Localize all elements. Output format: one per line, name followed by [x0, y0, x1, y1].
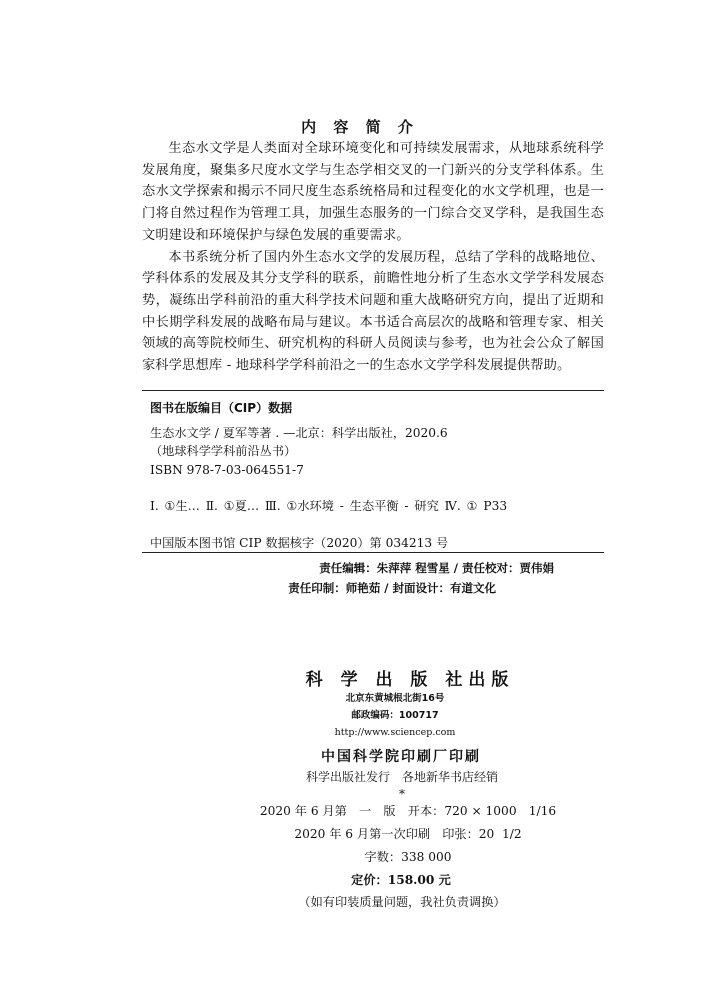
printing-line: 2020 年 6 月第一次印刷 印张：20 1/2: [294, 827, 522, 841]
price: 定价：158.00 元: [351, 873, 451, 887]
separator-star: *: [399, 787, 405, 801]
imprint-block: [0, 665, 720, 913]
credits-editors: 责任编辑：朱萍萍 程雪星 / 责任校对：贾伟娟: [319, 561, 554, 575]
publisher-name: 科 学 出 版 社出版: [305, 670, 515, 690]
word-count: 字数：338 000: [364, 850, 452, 864]
credits-block: [142, 558, 604, 598]
cip-block: [150, 399, 600, 552]
summary-text: [142, 138, 604, 377]
summary-paragraph-2: 本书系统分析了国内外生态水文学的发展历程，总结了学科的战略地位、学科体系的发展及其分支学科的联系，前瞻性地分析了生态水文学学科发展态势，凝练出学科前沿的重大科学技术问题和重大战略研究方向，提出了近期和中长期学科发展的战略布局与建议。本书适合高层次的战略和管理专家、相关领域的高等院校师生、研究机构的科研人员阅读与参考，也为社会公众了解国家科学思想库 - 地球科学学科前沿之一的生态水文学学科发展提供帮助。: [142, 249, 604, 374]
printer-name: 中国科学院印刷厂印刷: [321, 749, 481, 765]
edition-line: 2020 年 6 月第 一 版 开本：720 × 1000 1/16: [259, 804, 557, 818]
summary-paragraph-1: 生态水文学是人类面对全球环境变化和可持续发展需求，从地球系统科学发展角度，聚集多尺度水文学与生态学相交叉的一门新兴的分支学科体系。生态水文学探索和揭示不同尺度生态系统格局和过程变化的水文学机理，也是一门将自然过程作为管理工具，加强生态服务的一门综合交叉学科，是我国生态文明建设和环境保护与绿色发展的重要需求。: [142, 141, 604, 243]
cip-series-line: （地球科学学科前沿丛书）: [150, 444, 297, 458]
cip-classification: Ⅰ. ①生… Ⅱ. ①夏… Ⅲ. ①水环境 - 生态平衡 - 研究 Ⅳ. ① P33: [150, 499, 508, 513]
cip-title-line: 生态水文学 / 夏军等著 . —北京：科学出版社，2020.6: [150, 425, 448, 440]
credits-production: 责任印制：师艳茹 / 封面设计：有道文化: [288, 581, 496, 595]
publisher-website: http://www.sciencep.com: [334, 727, 456, 738]
distribution-line: 科学出版社发行 各地新华书店经销: [305, 770, 498, 784]
cip-isbn: ISBN 978-7-03-064551-7: [150, 462, 304, 477]
publisher-address: 北京东黄城根北街16号: [345, 693, 445, 704]
quality-note: （如有印装质量问题，我社负责调换）: [298, 895, 506, 909]
summary-heading: 内 容 简 介: [301, 118, 419, 136]
divider-bottom: [142, 552, 604, 553]
publisher-postcode: 邮政编码：100717: [351, 710, 439, 721]
cip-heading: 图书在版编目（CIP）数据: [150, 401, 293, 415]
divider-top: [142, 390, 604, 391]
cip-catalog-number: 中国版本图书馆 CIP 数据核字（2020）第 034213 号: [150, 535, 449, 550]
